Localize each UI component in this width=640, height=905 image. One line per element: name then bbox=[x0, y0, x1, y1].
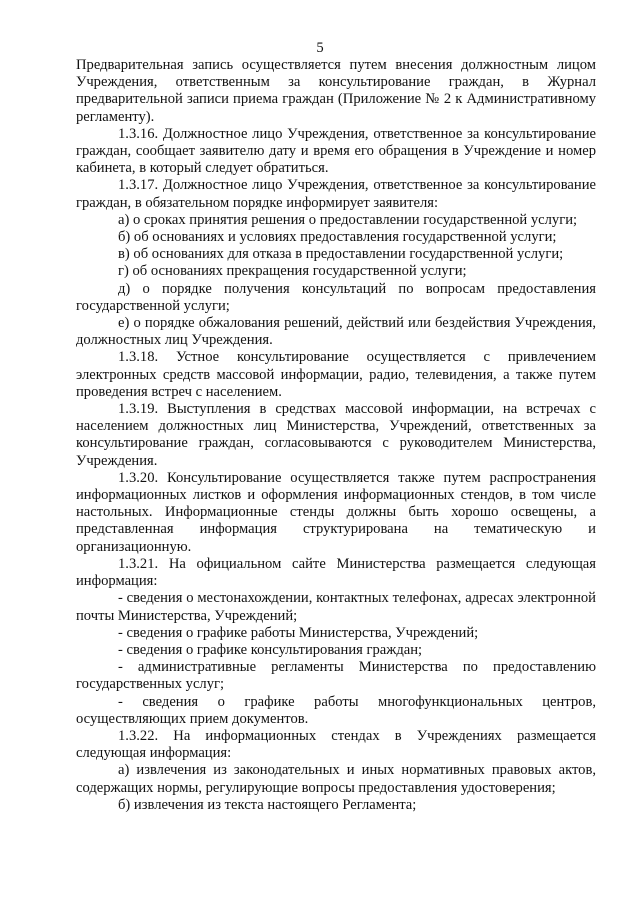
dash-item-consult-schedule: - сведения о графике консультирования граждан; bbox=[118, 641, 423, 658]
paragraph-prior-registration: Предварительная запись осуществляется путем внесения должностным лицом Учреждения, ответственным за консультирование граждан, в Журнал предварительной записи приема граждан (Приложение № 2 к Административному регламенту). bbox=[76, 57, 596, 125]
paragraph-1-3-21: 1.3.21. На официальном сайте Министерства размещается следующая информация: bbox=[76, 555, 596, 590]
list-item-e: е) о порядке обжалования решений, действий или бездействия Учреждения, должностных лиц Учреждения. bbox=[76, 315, 596, 349]
list-item-a: а) о сроках принятия решения о предоставлении государственной услуги; bbox=[118, 211, 578, 228]
document-body bbox=[76, 57, 596, 814]
list-item-d: д) о порядке получения консультаций по вопросам предоставления государственной услуги; bbox=[76, 280, 596, 314]
list-item-v: в) об основаниях для отказа в предоставлении государственной услуги; bbox=[118, 246, 564, 263]
paragraph-1-3-16: 1.3.16. Должностное лицо Учреждения, ответственное за консультирование граждан, сообщает заявителю дату и время его обращения в Учреждение и номер кабинета, в который следует обратиться. bbox=[76, 125, 596, 177]
paragraph-1-3-19: 1.3.19. Выступления в средствах массовой информации, на встречах с населением должностных лиц Министерства, Учреждений, ответственных за консультирование граждан, согласовываются с руководителем Министерства, Учреждения. bbox=[76, 401, 596, 469]
stand-item-a: а) извлечения из законодательных и иных нормативных правовых актов, содержащих нормы, регулирующие вопросы предоставления удостоверения; bbox=[76, 762, 596, 796]
stand-item-b: б) извлечения из текста настоящего Регламента; bbox=[118, 796, 417, 813]
paragraph-1-3-18: 1.3.18. Устное консультирование осуществляется с привлечением электронных средств массовой информации, радио, телевидения, а также путем проведения встреч с населением. bbox=[76, 349, 596, 400]
list-item-g: г) об основаниях прекращения государственной услуги; bbox=[118, 263, 467, 280]
page-number: 5 bbox=[316, 40, 324, 56]
paragraph-1-3-17: 1.3.17. Должностное лицо Учреждения, ответственное за консультирование граждан, в обязательном порядке информирует заявителя: bbox=[76, 177, 596, 211]
dash-item-work-schedule: - сведения о графике работы Министерства, Учреждений; bbox=[118, 624, 479, 641]
dash-item-location: - сведения о местонахождении, контактных телефонах, адресах электронной почты Министерства, Учреждений; bbox=[76, 590, 596, 624]
paragraph-1-3-22: 1.3.22. На информационных стендах в Учреждениях размещается следующая информация: bbox=[76, 727, 596, 762]
list-item-b: б) об основаниях и условиях предоставления государственной услуги; bbox=[118, 229, 557, 246]
dash-item-mfc-schedule: - сведения о графике работы многофункциональных центров, осуществляющих прием документов. bbox=[76, 693, 596, 727]
dash-item-regulations: - административные регламенты Министерства по предоставлению государственных услуг; bbox=[76, 659, 596, 693]
paragraph-1-3-20: 1.3.20. Консультирование осуществляется также путем распространения информационных листков и оформления информационных стендов, в том числе настольных. Информационные стенды должны быть хорошо освещены, а представленная информация структурирована на тематическую и организационную. bbox=[76, 469, 596, 555]
